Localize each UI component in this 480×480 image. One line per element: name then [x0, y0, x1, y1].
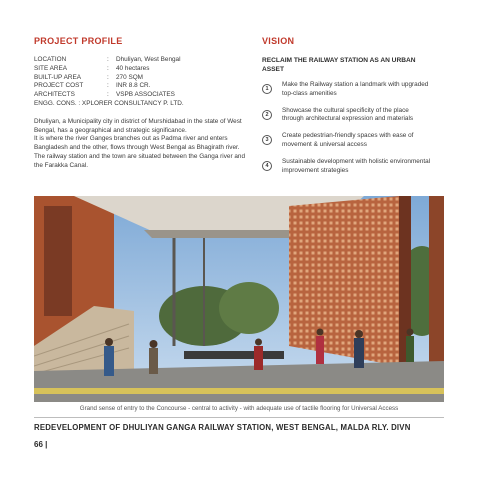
profile-description: Dhuliyan, a Municipality city in district of Murshidabad in the state of West Bengal, has a geographical and strategic significance. [34, 117, 242, 134]
vision-number-badge: 3 [262, 135, 272, 145]
colon: : [107, 64, 109, 72]
profile-description-2: It is where the river Ganges branches out as Padma river and enters Bangladesh and the other, flows through West Bengal as Bhagirath river. [34, 135, 240, 152]
project-profile-heading: PROJECT PROFILE [34, 36, 123, 46]
profile-value: Dhuliyan, West Bengal [116, 56, 181, 63]
colon: : [107, 91, 109, 99]
profile-key: LOCATION [34, 56, 67, 63]
vision-number-badge: 2 [262, 110, 272, 120]
project-title: REDEVELOPMENT OF DHULIYAN GANGA RAILWAY STATION, WEST BENGAL, MALDA RLY. DIVN [34, 423, 411, 432]
vision-item-text: Sustainable development with holistic environmental improvement strategies [282, 157, 431, 174]
concourse-rendering [34, 196, 444, 402]
profile-value: 40 hectares [116, 64, 150, 72]
profile-description-3: The railway station and the town are situated between the Ganga river and the Farakka Canal. [34, 152, 246, 169]
profile-value: VSPB ASSOCIATES [116, 91, 175, 99]
vision-subheading: RECLAIM THE RAILWAY STATION AS AN URBAN ASSET [262, 57, 416, 73]
vision-item-text: Showcase the cultural specificity of the place through architectural expression and materials [282, 106, 414, 123]
vision-number-badge: 1 [262, 84, 272, 94]
vision-item [262, 107, 432, 125]
vision-item-text: Create pedestrian-friendly spaces with ease of movement & universal access [282, 132, 414, 148]
vision-item [262, 158, 432, 176]
profile-key: SITE AREA [34, 64, 68, 72]
vision-section [262, 56, 432, 183]
vision-heading: VISION [262, 36, 295, 46]
profile-row-site-area [34, 65, 254, 74]
profile-key: PROJECT COST [34, 82, 84, 90]
vision-item [262, 81, 432, 99]
profile-row-engg-cons: ENGG. CONS. : XPLORER CONSULTANCY P. LTD. [34, 99, 184, 107]
image-caption: Grand sense of entry to the Concourse - central to activity - with adequate use of tactile flooring for Universal Access [79, 405, 399, 412]
profile-value: INR 8.8 CR. [116, 82, 151, 90]
project-profile [34, 56, 254, 171]
vision-item-text: Make the Railway station a landmark with upgraded top-class amenities [282, 81, 429, 97]
profile-row-project-cost [34, 82, 254, 91]
footer-divider [34, 417, 444, 418]
concourse-rendering-illustration [34, 196, 444, 402]
colon: : [107, 82, 109, 90]
vision-number-badge: 4 [262, 161, 272, 171]
profile-row-location [34, 56, 254, 65]
page-number: 66 | [34, 440, 48, 449]
profile-key: ARCHITECTS [34, 91, 75, 99]
colon: : [107, 73, 109, 81]
colon: : [107, 56, 109, 63]
profile-value: 270 SQM [116, 73, 143, 81]
vision-item [262, 132, 432, 150]
profile-key: BUILT-UP AREA [34, 73, 81, 81]
profile-row-built-up-area [34, 74, 254, 83]
profile-row-architects [34, 91, 254, 100]
